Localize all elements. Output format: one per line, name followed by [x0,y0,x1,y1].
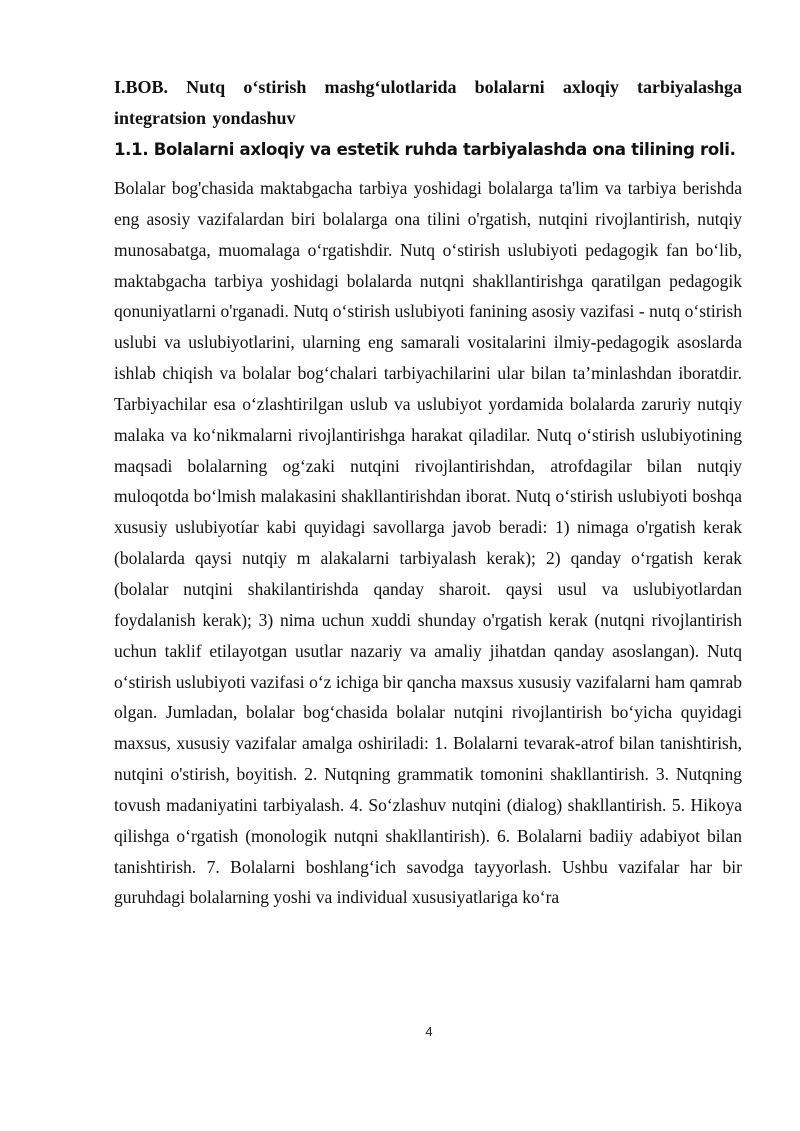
document-page [114,72,742,913]
section-title: 1.1. Bolalarni axloqiy va estetik ruhda tarbiyalashda ona tilining roli. [114,140,736,159]
page-number: 4 [425,1024,433,1039]
chapter-title: I.BOB. Nutq o‘stirish mashg‘ulotlarida bolalarni axloqiy tarbiyalashga integratsion yondashuv [114,77,742,128]
body-paragraph: Bolalar bog'chasida maktabgacha tarbiya yoshidagi bolalarga ta'lim va tarbiya berishda eng asosiy vazifalardan biri bolalarga ona tilini o'rgatish, nutqini rivojlantirish, nutqiy munosabatga, muomalaga o‘rgatishdir. Nutq o‘stirish uslubiyoti pedagogik fan bo‘lib, maktabgacha tarbiya yoshidagi bolalarda nutqni shakllantirishga qaratilgan pedagogik qonuniyatlarni o'rganadi. Nutq o‘stirish uslubiyoti fanining asosiy vazifasi - nutq o‘stirish uslubi va uslubiyotlarini, ularning eng samarali vositalarini ilmiy-pedagogik asoslarda ishlab chiqish va bolalar bog‘chalari tarbiyachilarini ular bilan ta’minlashdan iboratdir. Tarbiyachilar esa o‘zlashtirilgan uslub va uslubiyot yordamida bolalarda zaruriy nutqiy malaka va ko‘nikmalarni rivojlantirishga harakat qiladilar. Nutq o‘stirish uslubiyotining maqsadi bolalarning og‘zaki nutqini rivojlantirishdan, atrofdagilar bilan nutqiy muloqotda bo‘lmish malakasini shakllantirishdan iborat. Nutq o‘stirish uslubiyoti boshqa xususiy uslubiyotíar kabi quyidagi savollarga javob beradi: 1) nimaga o'rgatish kerak (bolalarda qaysi nutqiy m alakalarni tarbiyalash kerak); 2) qanday o‘rgatish kerak (bolalar nutqini shakilantirishda qanday sharoit. qaysi usul va uslubiyotlardan foydalanish kerak); 3) nima uchun xuddi shunday o'rgatish kerak (nutqni rivojlantirish uchun taklif etilayotgan usutlar nazariy va amaliy jihatdan qanday asoslangan). Nutq o‘stirish uslubiyoti vazifasi o‘z ichiga bir qancha maxsus xususiy vazifalarni ham qamrab olgan. Jumladan, bolalar bog‘chasida bolalar nutqini rivojlantirish bo‘yicha quyidagi maxsus, xususiy vazifalar amalga oshiriladi: 1. Bolalarni tevarak-atrof bilan tanishtirish, nutqini o'stirish, boyitish. 2. Nutqning grammatik tomonini shakllantirish. 3. Nutqning tovush madaniyatini tarbiyalash. 4. So‘zlashuv nutqini (dialog) shakllantirish. 5. Hikoya qilishga o‘rgatish (monologik nutqni shakllantirish). 6. Bolalarni badiiy adabiyot bilan tanishtirish. 7. Bolalarni boshlang‘ich savodga tayyorlash. Ushbu vazifalar har bir guruhdagi bolalarning yoshi va individual xususiyatlariga ko‘ra [114,178,742,908]
